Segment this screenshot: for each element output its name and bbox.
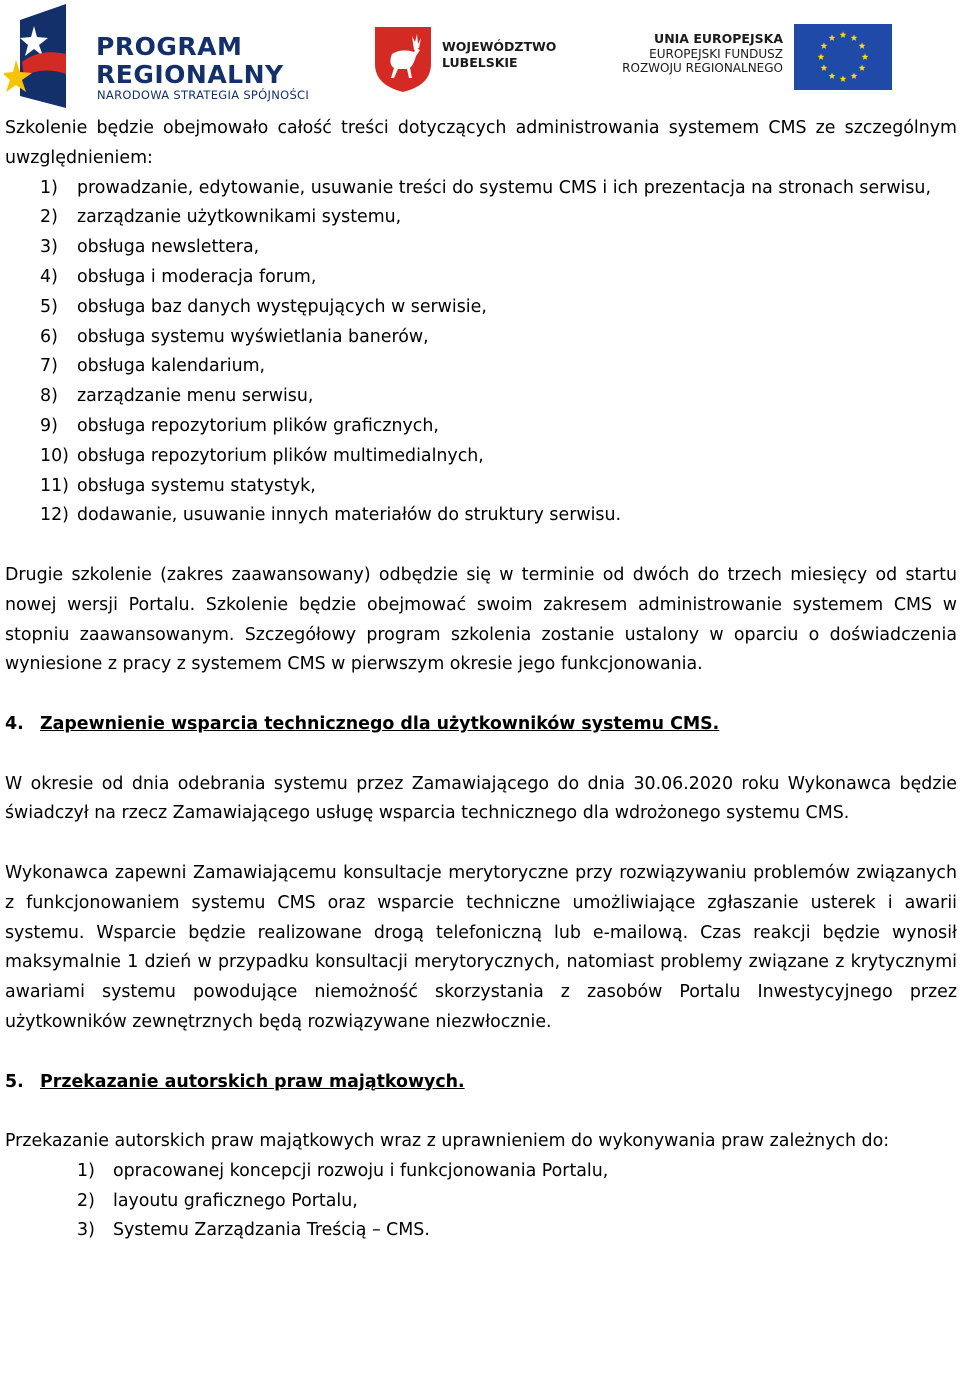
training-topics-list: [5, 174, 957, 532]
spacer: [5, 829, 957, 859]
list-item: 3) obsługa newslettera,: [40, 237, 260, 258]
document-body: [5, 114, 957, 1246]
section-4-paragraph-1: W okresie od dnia odebrania systemu przez Zamawiającego do dnia 30.06.2020 roku Wykonawca będzie świadczył na rzecz Zamawiającego usługę wsparcia technicznego dla wdrożonego systemu CMS.: [5, 773, 957, 824]
eu-flag-icon: [794, 24, 892, 90]
list-item: 5) obsługa baz danych występujących w serwisie,: [40, 296, 487, 317]
intro-paragraph: Szkolenie będzie obejmowało całość treści dotyczących administrowania systemem CMS ze szczególnym uwzględnieniem:: [5, 118, 957, 168]
list-item: 12) dodawanie, usuwanie innych materiałów do struktury serwisu.: [40, 505, 622, 526]
ue-line3: ROZWOJU REGIONALNEGO: [622, 60, 783, 75]
spacer: [5, 1097, 957, 1127]
wojewodztwo-lubelskie-logo: [372, 24, 572, 94]
list-item: 10) obsługa repozytorium plików multimedialnych,: [40, 445, 484, 466]
program-regionalny-logo: [4, 4, 334, 108]
section-5-heading: [5, 1068, 957, 1098]
wojewodztwo-line2: LUBELSKIE: [442, 55, 518, 70]
wojewodztwo-line1: WOJEWÓDZTWO: [442, 39, 557, 54]
section-4-title: Zapewnienie wsparcia technicznego dla użytkowników systemu CMS.: [40, 713, 720, 734]
list-item: 3) Systemu Zarządzania Treścią – CMS.: [77, 1220, 430, 1241]
spacer: [5, 531, 957, 561]
list-item: 4) obsługa i moderacja forum,: [40, 266, 317, 287]
unia-europejska-logo: [600, 24, 894, 94]
section-4-number: 4.: [5, 713, 24, 734]
list-item: 7) obsługa kalendarium,: [40, 356, 266, 377]
list-item: 11) obsługa systemu statystyk,: [40, 475, 316, 496]
header-logos: [0, 0, 960, 112]
ue-text-block: [600, 33, 783, 76]
program-subtitle: NARODOWA STRATEGIA SPÓJNOŚCI: [97, 88, 310, 102]
spacer: [5, 740, 957, 770]
list-item: 8) zarządzanie menu serwisu,: [40, 386, 314, 407]
section-4-heading: [5, 710, 957, 740]
ue-line1: UNIA EUROPEJSKA: [654, 31, 783, 46]
list-item: 6) obsługa systemu wyświetlania banerów,: [40, 326, 429, 347]
list-item: 1) prowadzanie, edytowanie, usuwanie treści do systemu CMS i ich prezentacja na stronach serwisu,: [40, 177, 931, 198]
list-item: 9) obsługa repozytorium plików graficznych,: [40, 415, 439, 436]
program-title-line2: REGIONALNY: [96, 60, 284, 89]
section-5-number: 5.: [5, 1071, 24, 1092]
section-5-title: Przekazanie autorskich praw majątkowych.: [40, 1071, 465, 1092]
list-item: 2) zarządzanie użytkownikami systemu,: [40, 207, 402, 228]
spacer: [5, 680, 957, 710]
rights-transfer-list: [5, 1157, 957, 1246]
program-regionalny-emblem: [4, 4, 74, 108]
spacer: [5, 1038, 957, 1068]
ue-line2: EUROPEJSKI FUNDUSZ: [649, 46, 783, 61]
list-item: 1) opracowanej koncepcji rozwoju i funkcjonowania Portalu,: [77, 1160, 609, 1181]
list-item: 2) layoutu graficznego Portalu,: [77, 1190, 358, 1211]
second-training-paragraph: Drugie szkolenie (zakres zaawansowany) odbędzie się w terminie od dwóch do trzech miesięcy od startu nowej wersji Portalu. Szkolenie będzie obejmować swoim zakresem administrowanie systemem CMS w stopniu zaawansowanym. Szczegółowy program szkolenia zostanie ustalony w oparciu o doświadczenia wyniesione z pracy z systemem CMS w pierwszym okresie jego funkcjonowania.: [5, 564, 957, 675]
section-4-paragraph-2: Wykonawca zapewni Zamawiającemu konsultacje merytoryczne przy rozwiązywaniu problemów związanych z funkcjonowaniem systemu CMS oraz wsparcie techniczne umożliwiające zgłaszanie usterek i awarii systemu. Wsparcie będzie realizowane drogą telefoniczną lub e-mailową. Czas reakcji będzie wynosił maksymalnie 1 dzień w przypadku konsultacji merytorycznych, natomiast problemy związane z krytycznymi awariami systemu powodujące niemożność skorzystania z zasobów Portalu Inwestycyjnego przez użytkowników zewnętrznych będą rozwiązywane niezwłocznie.: [5, 862, 957, 1032]
program-title-line1: PROGRAM: [96, 32, 243, 61]
section-5-paragraph-1: Przekazanie autorskich praw majątkowych wraz z uprawnieniem do wykonywania praw zależnych do:: [5, 1131, 890, 1152]
coat-of-arms-icon: [372, 24, 434, 94]
